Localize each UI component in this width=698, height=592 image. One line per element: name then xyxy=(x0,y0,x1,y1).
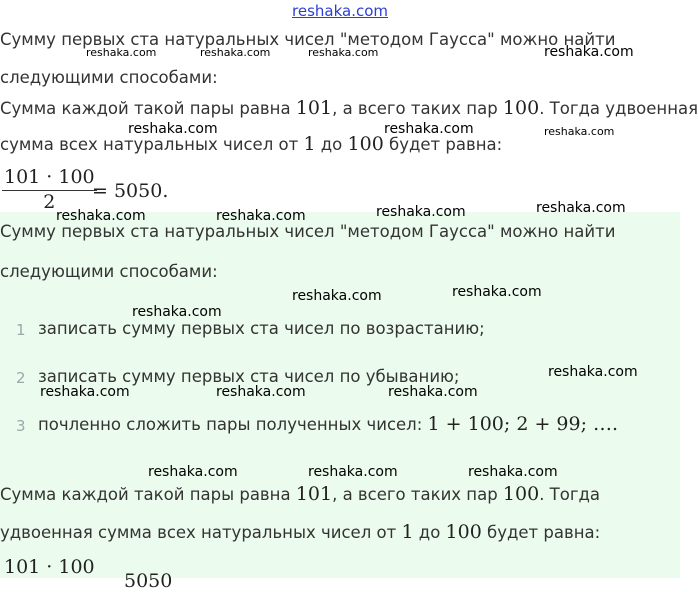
step-text: записать сумму первых ста чисел по возрастанию; xyxy=(38,319,485,338)
bottom-intro-line-2: следующими способами: xyxy=(0,262,218,281)
bottom-result: 5050 xyxy=(124,570,173,592)
text-span: Сумма каждой такой пары равна xyxy=(0,485,296,504)
math-number: 101 xyxy=(295,483,333,505)
watermark: reshaka.com xyxy=(452,284,542,300)
text-span: будет равна: xyxy=(383,135,503,154)
watermark: reshaka.com xyxy=(376,204,466,220)
watermark: reshaka.com xyxy=(216,384,306,400)
watermark: reshaka.com xyxy=(216,208,306,224)
math-number: 100 xyxy=(502,483,540,505)
text-span: будет равна: xyxy=(481,523,601,542)
watermark: reshaka.com xyxy=(148,464,238,480)
watermark: reshaka.com xyxy=(548,364,638,380)
text-span: , а всего таких пар xyxy=(332,99,503,118)
watermark: reshaka.com xyxy=(308,46,379,59)
math-number: 100 xyxy=(445,521,482,543)
top-intro-line-1: Сумму первых ста натуральных чисел "методом Гаусса" можно найти xyxy=(0,30,616,49)
step-number: 1 xyxy=(16,321,26,339)
text-span: . Тогда удвоенная xyxy=(539,99,698,118)
math-number: 101 xyxy=(295,97,333,119)
text-span: Сумма каждой такой пары равна xyxy=(0,99,296,118)
bottom-double-sum-line xyxy=(0,521,600,543)
watermark: reshaka.com xyxy=(544,44,634,60)
top-result: = 5050. xyxy=(92,180,169,202)
text-span: удвоенная сумма всех натуральных чисел от xyxy=(0,523,402,542)
math-number: 100 xyxy=(347,133,384,155)
site-link[interactable]: reshaka.com xyxy=(292,2,388,20)
watermark: reshaka.com xyxy=(292,288,382,304)
step-text: почленно сложить пары полученных чисел: xyxy=(38,415,428,434)
step-content xyxy=(38,413,618,435)
top-intro-line-2: следующими способами: xyxy=(0,68,218,87)
math-number: 100 xyxy=(502,97,540,119)
watermark: reshaka.com xyxy=(128,121,218,137)
bottom-pair-sum-line xyxy=(0,483,600,505)
text-span: сумма всех натуральных чисел от xyxy=(0,135,304,154)
watermark: reshaka.com xyxy=(544,125,615,138)
text-span: , а всего таких пар xyxy=(332,485,503,504)
watermark: reshaka.com xyxy=(388,384,478,400)
watermark: reshaka.com xyxy=(132,304,222,320)
text-span: . Тогда xyxy=(539,485,601,504)
top-pair-sum-line xyxy=(0,97,698,119)
step-3 xyxy=(16,413,619,435)
math-number: 1 xyxy=(401,521,414,543)
watermark: reshaka.com xyxy=(200,46,271,59)
text-span: до xyxy=(315,135,348,154)
bottom-intro-line-1: Сумму первых ста натуральных чисел "методом Гаусса" можно найти xyxy=(0,222,616,241)
step-number: 2 xyxy=(16,369,26,387)
step-text: записать сумму первых ста чисел по убыванию; xyxy=(38,367,460,386)
step-2 xyxy=(16,367,460,387)
fraction-denominator: 2 xyxy=(43,191,56,213)
watermark: reshaka.com xyxy=(468,464,558,480)
bottom-fraction-numerator: 101 · 100 xyxy=(4,556,95,578)
math-number: 1 xyxy=(303,133,316,155)
watermark: reshaka.com xyxy=(40,384,130,400)
step-math: 1 + 100; 2 + 99; …. xyxy=(427,413,619,435)
fraction-numerator: 101 · 100 xyxy=(4,166,95,188)
watermark: reshaka.com xyxy=(384,121,474,137)
watermark: reshaka.com xyxy=(536,200,626,216)
text-span: до xyxy=(413,523,446,542)
top-fraction xyxy=(2,166,97,213)
watermark: reshaka.com xyxy=(56,208,146,224)
step-number: 3 xyxy=(16,417,26,435)
watermark: reshaka.com xyxy=(308,464,398,480)
step-1 xyxy=(16,319,485,339)
watermark: reshaka.com xyxy=(86,46,157,59)
